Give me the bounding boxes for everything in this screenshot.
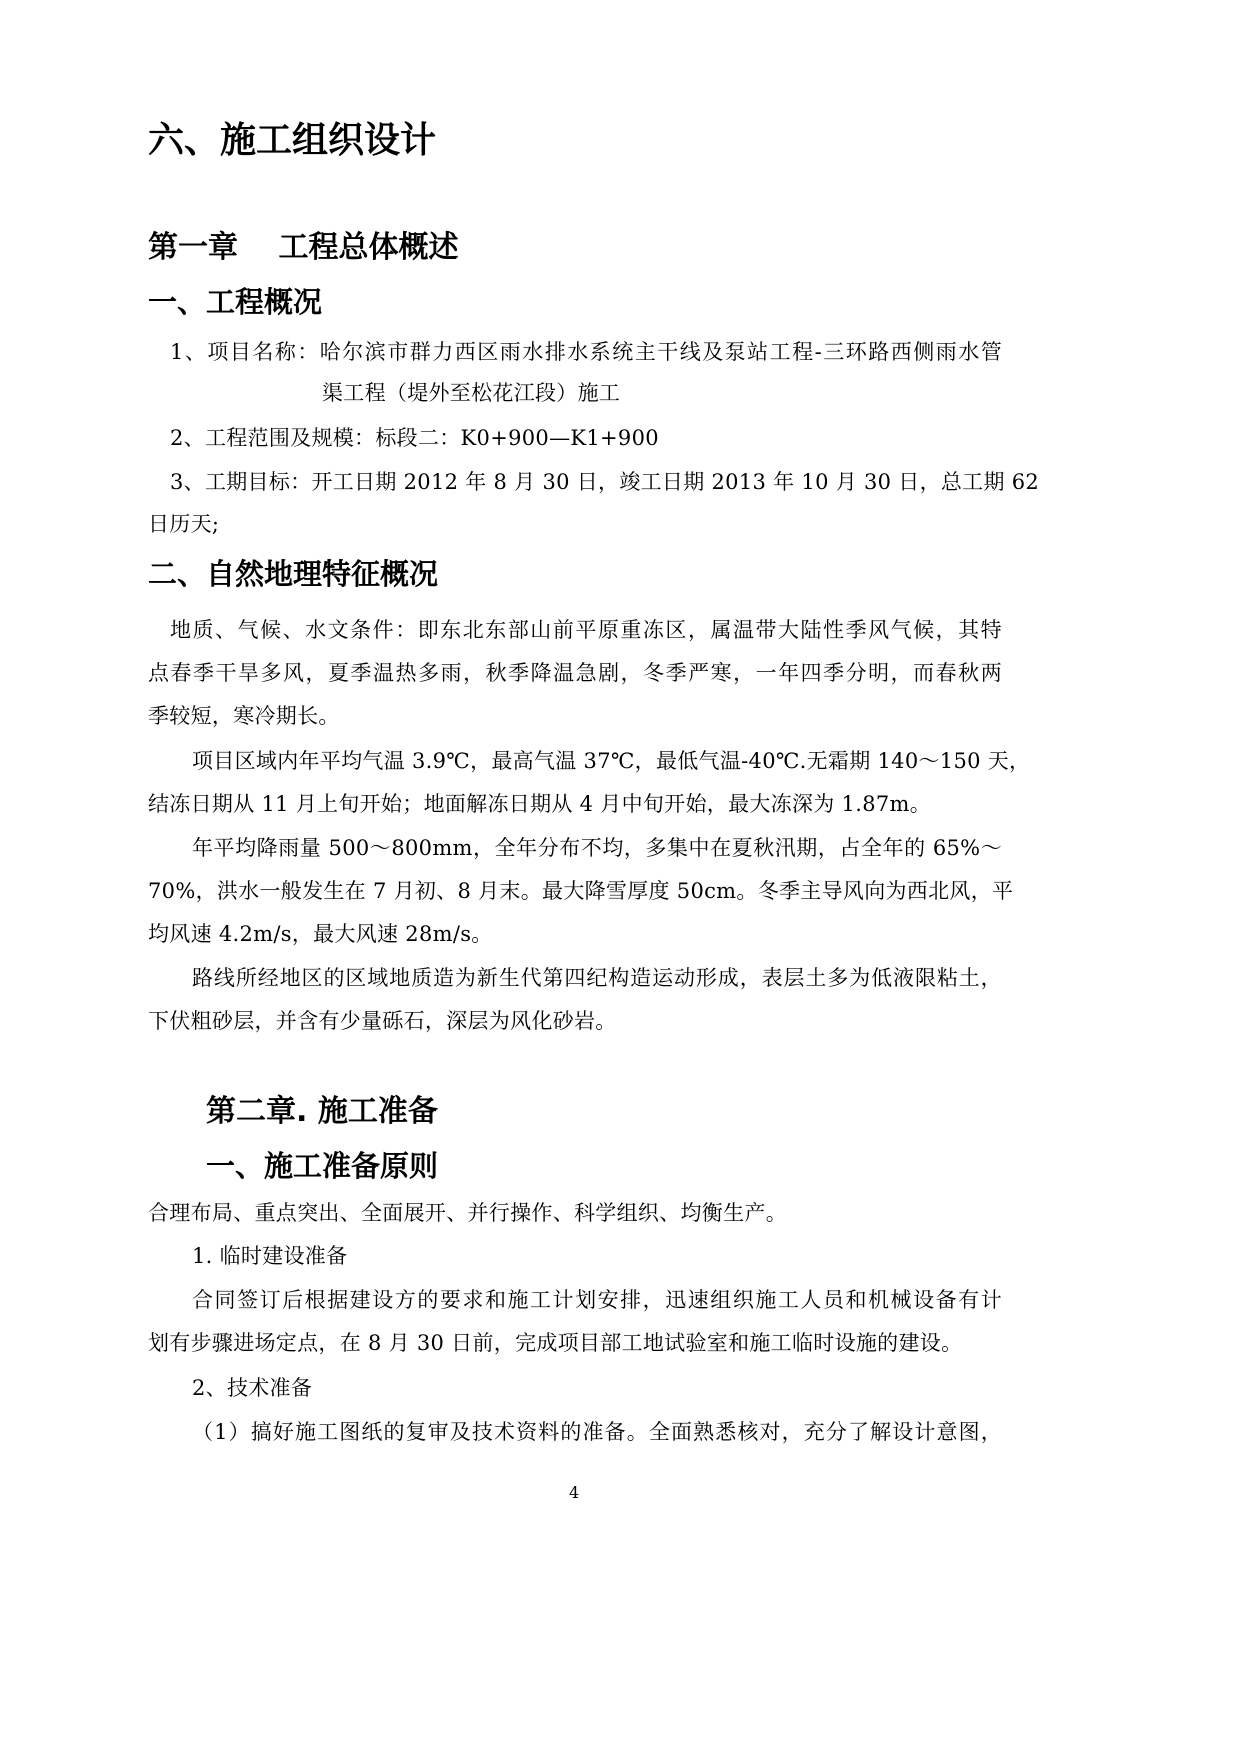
rainfall-para-line1: 年平均降雨量 500～800mm，全年分布不均，多集中在夏秋汛期，占全年的 65%～ — [192, 836, 1002, 860]
chapter1-section2-heading: 二、自然地理特征概况 — [148, 557, 439, 591]
project-name-line2: 渠工程（堤外至松花江段）施工 — [322, 381, 621, 405]
temperature-para-line2: 结冻日期从 11 月上旬开始；地面解冻日期从 4 月中旬开始，最大冻深为 1.87m。 — [148, 792, 932, 816]
document-title: 六、施工组织设计 — [148, 120, 437, 161]
soil-para-line2: 下伏粗砂层，并含有少量砾石，深层为风化砂岩。 — [148, 1009, 617, 1033]
schedule-line2: 日历天; — [148, 512, 220, 536]
chapter1-title: 第一章 工程总体概述 — [148, 230, 459, 265]
geology-para-line2: 点春季干旱多风，夏季温热多雨，秋季降温急剧，冬季严寒，一年四季分明，而春秋两 — [148, 661, 1002, 685]
rainfall-para-line2: 70%，洪水一般发生在 7 月初、8 月末。最大降雪厚度 50cm。冬季主导风向为西北风，平 — [148, 879, 1014, 903]
project-scope: 2、工程范围及规模：标段二：K0+900—K1+900 — [170, 426, 659, 450]
rainfall-para-line3: 均风速 4.2m/s，最大风速 28m/s。 — [148, 922, 493, 946]
preparation-principle: 合理布局、重点突出、全面展开、并行操作、科学组织、均衡生产。 — [148, 1201, 787, 1225]
chapter1-section1-heading: 一、工程概况 — [148, 285, 323, 319]
temporary-construction-line2: 划有步骤进场定点，在 8 月 30 日前，完成项目部工地试验室和施工临时设施的建设。 — [148, 1331, 963, 1355]
schedule-line1: 3、工期目标：开工日期 2012 年 8 月 30 日，竣工日期 2013 年 10 月 30 日，总工期 62 — [170, 470, 1040, 494]
temporary-construction-line1: 合同签订后根据建设方的要求和施工计划安排，迅速组织施工人员和机械设备有计 — [192, 1288, 1002, 1312]
temperature-para-line1: 项目区域内年平均气温 3.9℃，最高气温 37℃，最低气温-40℃.无霜期 140～150 天， — [192, 749, 1031, 773]
geology-para-line3: 季较短，寒冷期长。 — [148, 704, 340, 728]
temporary-construction-title: 1. 临时建设准备 — [192, 1244, 348, 1268]
technical-preparation-title: 2、技术准备 — [192, 1376, 313, 1400]
soil-para-line1: 路线所经地区的区域地质造为新生代第四纪构造运动形成，表层土多为低液限粘土， — [192, 966, 1002, 990]
geology-para-line1: 地质、气候、水文条件：即东北东部山前平原重冻区，属温带大陆性季风气候，其特 — [170, 618, 1002, 642]
project-name-line1: 1、项目名称：哈尔滨市群力西区雨水排水系统主干线及泵站工程-三环路西侧雨水管 — [170, 340, 1002, 364]
chapter2-title: 第二章. 施工准备 — [206, 1094, 438, 1129]
technical-preparation-line1: （1）搞好施工图纸的复审及技术资料的准备。全面熟悉核对，充分了解设计意图， — [192, 1420, 1002, 1444]
page-number: 4 — [569, 1483, 580, 1502]
chapter2-section1-heading: 一、施工准备原则 — [206, 1149, 439, 1183]
